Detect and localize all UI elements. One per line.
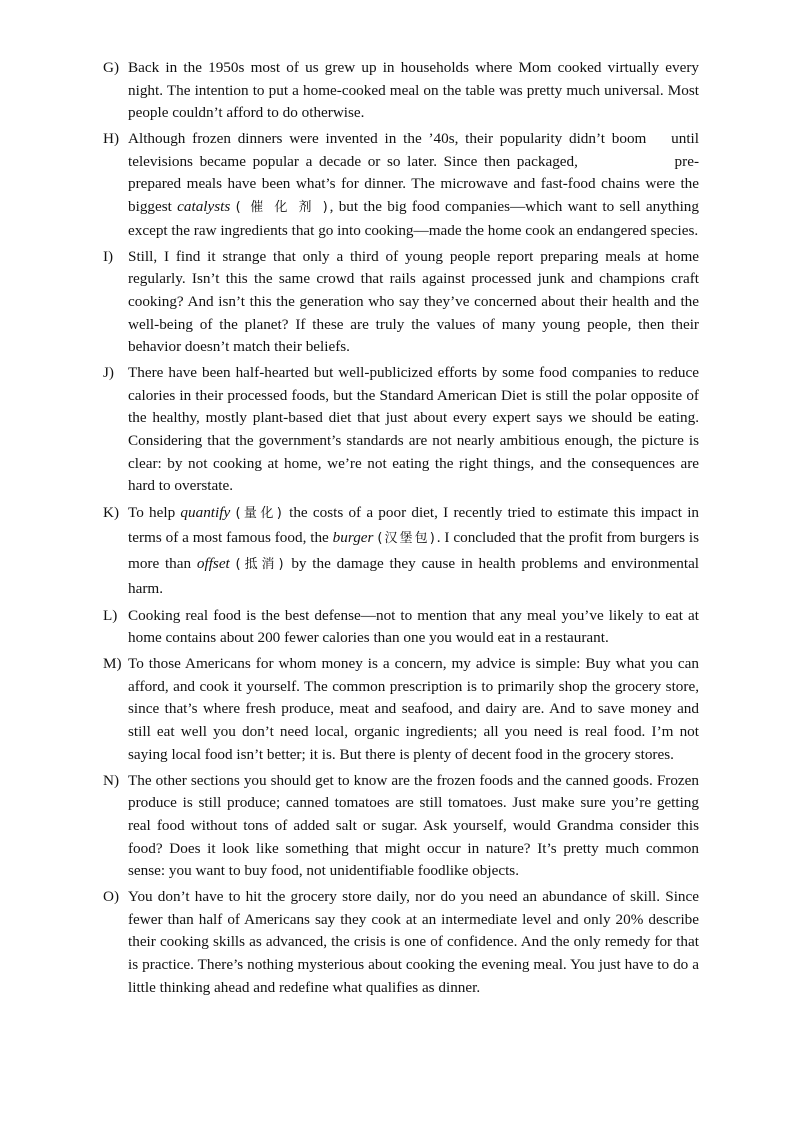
chinese-gloss: (量化) [235,506,284,522]
paragraph-label: H) [103,130,120,148]
paragraph-j [103,362,699,498]
text-segment: , but the big food companies—which want to sell anything except the raw ingredients that go into cooking—made the home cook an endangered species. [128,198,699,239]
paragraph-text: To those Americans for whom money is a concern, my advice is simple: Buy what you can afford, and cook it yourself. The common prescription is to primarily shop the grocery store, since that’s where fresh produce, meat and seafood, and dairy are. And to save money and still eat well you don’t need local, organic ingredients; all you need is real food. I’m not saying local food isn’t better; it is. But there is plenty of decent food in the grocery stores. [128,655,699,763]
paragraph-text: Back in the 1950s most of us grew up in households where Mom cooked virtually every night. The intention to put a home-cooked meal on the table was pretty much universal. Most people couldn’t afford to do otherwise. [128,59,699,122]
paragraph-label: K) [103,504,120,522]
paragraph-label: I) [103,247,114,265]
paragraph-text [128,128,699,242]
passage-body [103,57,699,1003]
chinese-gloss: ( 催 化 剂 ) [235,200,330,216]
text-segment: the costs of a poor diet, I recently tried to estimate this impact in terms of a most famous food, the [128,504,700,547]
text-segment: To help [128,504,176,522]
paragraph-text: Cooking real food is the best defense—not to mention that any meal you’ve likely to eat at home contains about 200 fewer calories than one you would eat in a restaurant. [128,606,699,647]
paragraph-k [103,501,699,601]
text-segment: pre-prepared meals have been what’s for dinner. The microwave and fast-food chains were the biggest [128,152,699,216]
vocabulary-term: burger [332,529,374,547]
paragraph-text: The other sections you should get to know are the frozen foods and the canned goods. Frozen produce is still produce; canned tomatoes are still tomatoes. Just make sure you’re getting real food without tons of added salt or sugar. Ask yourself, would Grandma consider this food? Does it look like something that might occur in nature? It’s pretty much common sense: you want to buy food, not unidentifiable foodlike objects. [128,771,699,880]
paragraph-text [128,501,699,601]
paragraph-label: N) [103,771,120,789]
paragraph-text: You don’t have to hit the grocery store daily, nor do you need an abundance of skill. Since fewer than half of Americans say they cook at an intermediate level and only 20% describe their cooking skills as advanced, the crisis is one of confidence. And the only remedy for that is practice. There’s nothing mysterious about cooking the evening meal. You just have to do a little thinking ahead and redefine what qualifies as dinner. [128,888,699,996]
paragraph-i [103,246,699,359]
paragraph-n [103,770,699,883]
text-segment: by the damage they cause in health problems and environmental harm. [128,554,700,597]
vocabulary-term: quantify [180,504,231,522]
paragraph-label: L) [103,606,118,624]
paragraph-h [103,128,699,242]
text-segment: Although frozen dinners were invented in the ’40s, their popularity didn’t boom [128,130,647,148]
text-segment: . I concluded that the profit from burgers is more than [128,529,699,572]
paragraph-label: O) [103,888,120,906]
paragraph-label: G) [103,59,120,76]
chinese-gloss: (汉堡包) [377,531,437,547]
paragraph-m [103,653,699,766]
paragraph-g [103,57,699,125]
paragraph-l [103,605,699,650]
vocabulary-term: offset [196,554,230,572]
paragraph-text: There have been half-hearted but well-publicized efforts by some food companies to reduce calories in their processed foods, but the Standard American Diet is still the polar opposite of the healthy, mostly plant-based diet that just about every expert says we should be eating. Considering that the government’s standards are not nearly ambitious enough, the picture is clear: by not cooking at home, we’re not eating the right things, and the consequences are hard to overstate. [128,364,699,495]
paragraph-label: J) [103,364,114,382]
vocabulary-term: catalysts [177,198,231,216]
paragraph-o [103,886,699,999]
paragraph-text: Still, I find it strange that only a third of young people report preparing meals at home regularly. Isn’t this the same crowd that rails against processed junk and champions craft cooking? And isn’t this the generation who say they’ve concerned about their health and the well-being of the planet? If these are truly the values of many young people, then their behavior doesn’t match their beliefs. [128,247,699,356]
chinese-gloss: (抵消) [235,556,286,572]
text-segment: until televisions became popular a decade or so later. Since then packaged, [128,130,699,170]
paragraph-label: M) [103,655,122,673]
